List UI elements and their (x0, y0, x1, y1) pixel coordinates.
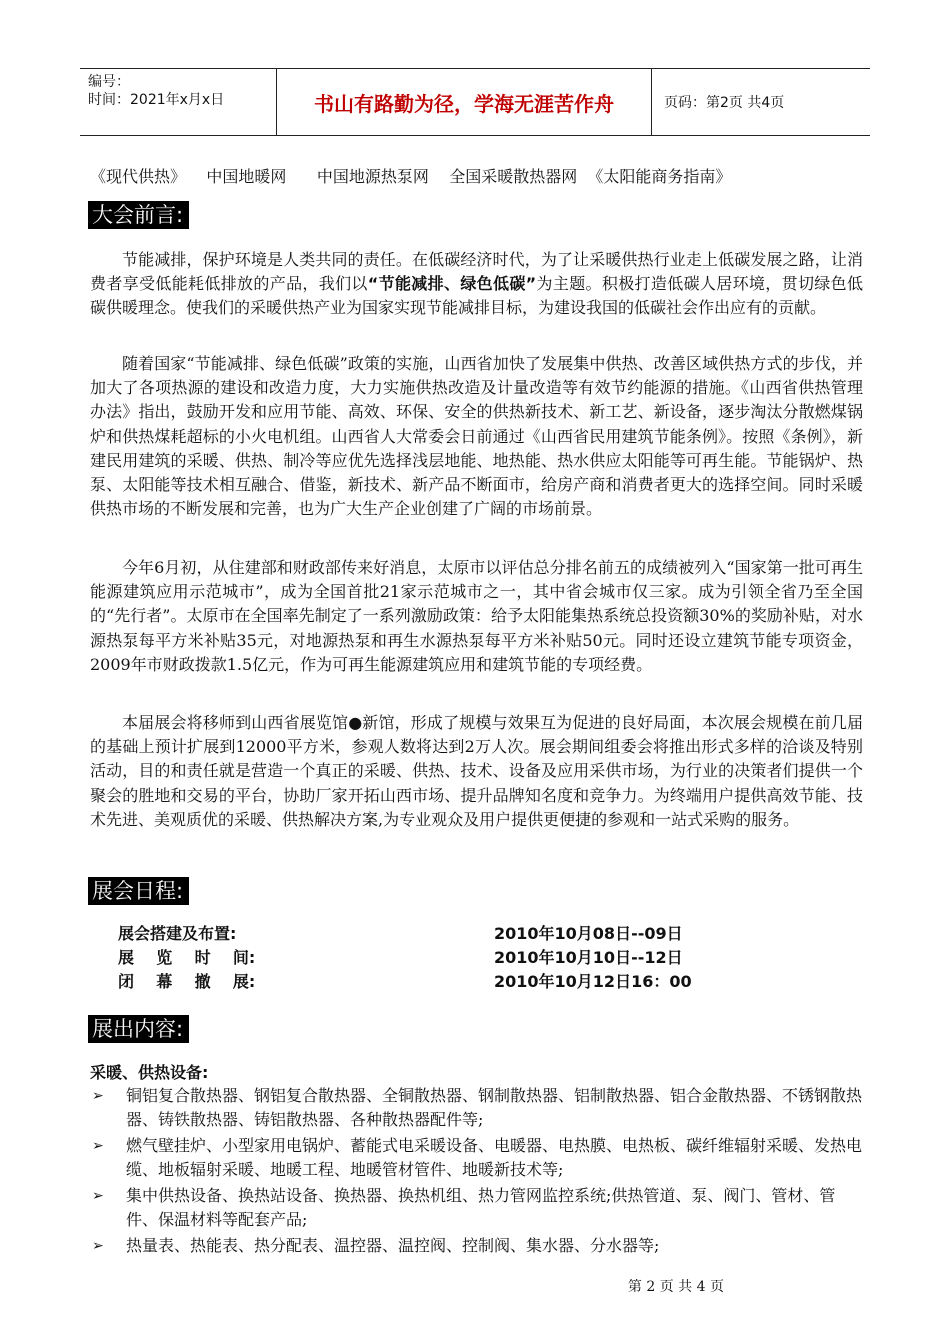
header-meta (80, 69, 276, 135)
preface-p1-theme: “节能减排、绿色低碳” (367, 274, 537, 294)
preface-p1-text-a: 节能减排，保护环境是人类共同的责任。在低碳经济时代，为了让采暖供热行业走上低碳发展之路，让消费者享受低能耗低排放的产品，我们以 (90, 250, 863, 294)
section-heading-schedule: 展会日程: (88, 877, 189, 905)
arrow-bullet-icon: ➢ (92, 1088, 104, 1104)
exhibit-item-text: 燃气壁挂炉、小型家用电锅炉、蓄能式电采暖设备、电暖器、电热膜、电热板、碳纤维辐射采暖、发热电缆、地板辐射采暖、地暖工程、地暖管材管件、地暖新技术等; (126, 1136, 863, 1180)
preface-paragraph-2: 随着国家“节能减排、绿色低碳”政策的实施，山西省加快了发展集中供热、改善区域供热方式的步伐，并加大了各项热源的建设和改造力度，大力实施供热改造及计量改造等有效节约能源的措施。《山西省供热管理办法》指出，鼓励开发和应用节能、高效、环保、安全的供热新技术、新工艺、新设备，逐步淘汰分散燃煤锅炉和供热煤耗超标的小火电机组。山西省人大常委会日前通过《山西省民用建筑节能条例》。按照《条例》，新建民用建筑的采暖、供热、制冷等应优先选择浅层地能、地热能、热水供应太阳能等可再生能。节能锅炉、热泵、太阳能等技术相互融合、借鉴，新技术、新产品不断面市，给房产商和消费者更大的选择空间。同时采暖供热市场的不断发展和完善，也为广大生产企业创建了广阔的市场前景。 (90, 354, 863, 519)
schedule-row (118, 922, 838, 946)
preface-paragraph-4: 本届展会将移师到山西省展览馆●新馆，形成了规模与效果互为促进的良好局面，本次展会规模在前几届的基础上预计扩展到12000平方米，参观人数将达到2万人次。展会期间组委会将推出形式多样的洽谈及特别活动，目的和责任就是营造一个真正的采暖、供热、技术、设备及应用采供市场，为行业的决策者们提供一个聚会的胜地和交易的平台，协助厂家开拓山西市场、提升品牌知名度和竞争力。为终端用户提供高效节能、技术先进、美观质优的采暖、供热解决方案,为专业观众及用户提供更便捷的参观和一站式采购的服务。 (90, 713, 863, 829)
list-item (92, 1084, 862, 1132)
section-heading-exhibits: 展出内容: (88, 1015, 189, 1043)
document-number-label: 编号： (88, 74, 130, 90)
preface-p1-text-b: 为主题。积极打造低碳人居环境，贯切绿色低碳供暖理念。使我们的采暖供热产业为国家实现节能减排目标，为建设我国的低碳社会作出应有的贡献。 (90, 274, 863, 318)
header-page-label: 页码：第2页 共4页 (664, 95, 785, 111)
schedule-value: 2010年10月08日--09日 (494, 924, 683, 943)
header-motto: 书山有路勤为径，学海无涯苦作舟 (276, 69, 652, 135)
list-item (92, 1184, 862, 1232)
preface-paragraph-1 (90, 248, 863, 321)
preface-paragraph-3: 今年6月初，从住建部和财政部传来好消息，太原市以评估总分排名前五的成绩被列入“国家第一批可再生能源建筑应用示范城市”，成为全国首批21家示范城市之一，其中省会城市仅三家。成为引领全省乃至全国的“先行者”。太原市在全国率先制定了一系列激励政策：给予太阳能集热系统总投资额30%的奖励补贴，对水源热泵每平方米补贴35元，对地源热泵和再生水源热泵每平方米补贴50元。同时还设立建筑节能专项资金，2009年市财政拨款1.5亿元，作为可再生能源建筑应用和建筑节能的专项经费。 (90, 558, 863, 674)
schedule-row (118, 970, 838, 994)
schedule-row (118, 946, 838, 970)
footer-page-number: 第 2 页 共 4 页 (627, 1279, 724, 1295)
document-header (80, 68, 870, 136)
list-item (92, 1234, 862, 1258)
document-date-label: 时间：2021年x月x日 (88, 92, 225, 108)
schedule-label: 展 览 时 间: (118, 948, 256, 967)
exhibit-category-title: 采暖、供热设备: (90, 1063, 209, 1082)
schedule-label: 展会搭建及布置: (118, 924, 237, 943)
arrow-bullet-icon: ➢ (92, 1238, 104, 1254)
schedule-label: 闭 幕 撤 展: (118, 972, 256, 991)
list-item (92, 1134, 862, 1182)
sponsor-line: 《现代供热》 中国地暖网 中国地源热泵网 全国采暖散热器网 《太阳能商务指南》 (90, 167, 732, 186)
schedule-list (118, 922, 838, 994)
section-heading-preface: 大会前言: (88, 201, 189, 229)
arrow-bullet-icon: ➢ (92, 1138, 104, 1154)
exhibit-item-text: 集中供热设备、换热站设备、换热器、换热机组、热力管网监控系统;供热管道、泵、阀门、管材、管件、保温材料等配套产品; (126, 1186, 836, 1230)
arrow-bullet-icon: ➢ (92, 1188, 104, 1204)
page-footer (0, 1276, 950, 1296)
exhibit-item-text: 热量表、热能表、热分配表、温控器、温控阀、控制阀、集水器、分水器等; (126, 1236, 660, 1255)
exhibit-item-text: 铜铝复合散热器、钢铝复合散热器、全铜散热器、钢制散热器、铝制散热器、铝合金散热器、不锈钢散热器、铸铁散热器、铸铝散热器、各种散热器配件等; (126, 1086, 863, 1130)
schedule-value: 2010年10月12日16：00 (494, 972, 692, 991)
schedule-value: 2010年10月10日--12日 (494, 948, 683, 967)
